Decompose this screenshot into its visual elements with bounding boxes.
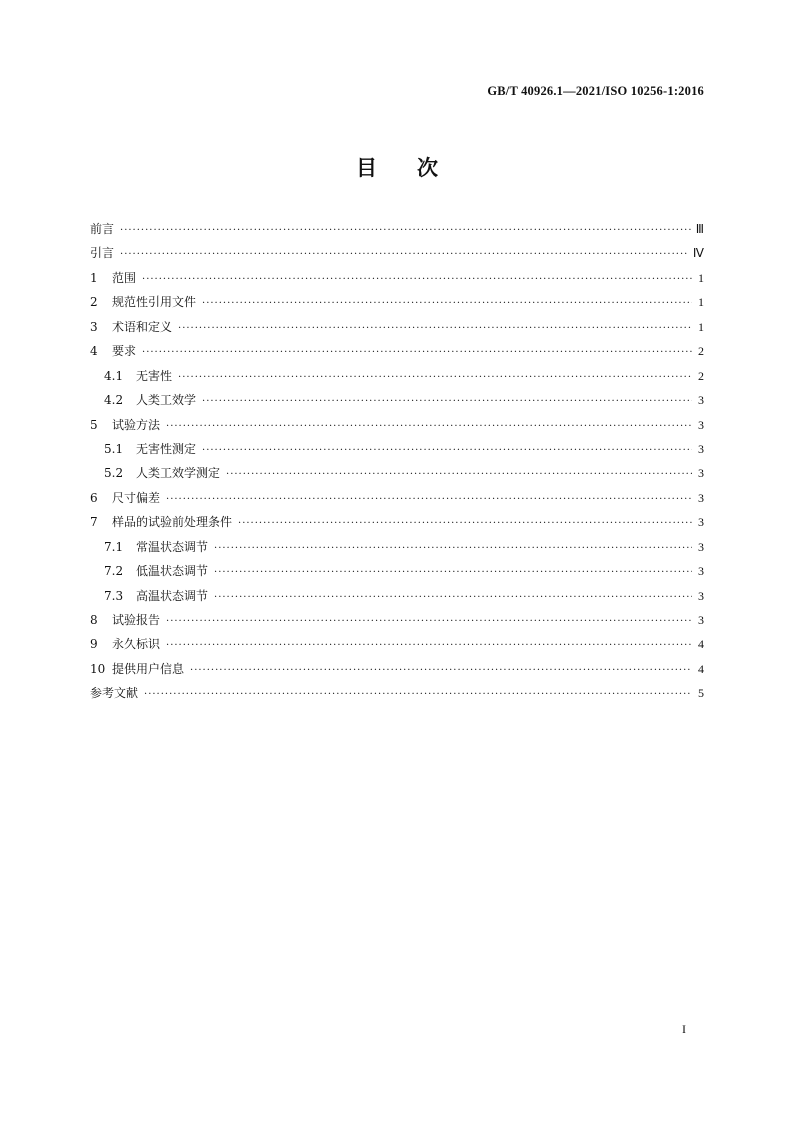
toc-entry-page: 3	[698, 613, 704, 627]
toc-entry-page: 3	[698, 393, 704, 408]
toc-entry[interactable]	[90, 486, 704, 510]
toc-entry-page: 1	[698, 319, 704, 334]
toc-subentry[interactable]	[90, 559, 704, 583]
toc-entry[interactable]	[90, 217, 704, 241]
toc-leader-dots	[238, 512, 692, 536]
toc-leader-dots	[166, 415, 692, 439]
toc-entry-label: 规范性引用文件	[112, 295, 197, 310]
toc-entry-label: 术语和定义	[112, 319, 173, 334]
toc-entry-number: 5	[90, 417, 98, 432]
toc-leader-dots	[214, 586, 692, 610]
toc-entry-number: 7	[90, 515, 98, 530]
toc-entry-page: 1	[698, 270, 704, 285]
table-of-contents	[90, 217, 704, 706]
toc-entry[interactable]	[90, 657, 704, 681]
toc-entry-page: 3	[698, 417, 704, 432]
toc-entry-page: 4	[698, 661, 704, 676]
toc-entry-label: 样品的试验前处理条件	[112, 515, 233, 530]
toc-entry-label: 高温状态调节	[136, 588, 209, 603]
toc-entry-number: 10	[90, 661, 106, 676]
toc-entry-label: 要求	[112, 344, 137, 359]
toc-entry-label: 低温状态调节	[136, 564, 209, 579]
toc-entry[interactable]	[90, 413, 704, 437]
toc-entry-label: 永久标识	[112, 637, 161, 652]
toc-entry-label: 无害性测定	[136, 441, 197, 456]
toc-entry[interactable]	[90, 510, 704, 534]
toc-entry-page: 4	[698, 637, 704, 652]
toc-entry[interactable]	[90, 241, 704, 265]
toc-entry-page: Ⅲ	[695, 222, 704, 236]
toc-entry-label: 人类工效学测定	[136, 466, 221, 481]
toc-entry-label: 试验报告	[112, 613, 161, 627]
document-code: GB/T 40926.1—2021/ISO 10256-1:2016	[487, 84, 704, 98]
toc-entry-page: 3	[698, 466, 704, 481]
toc-leader-dots	[120, 243, 689, 267]
toc-entry-label: 参考文献	[90, 686, 139, 701]
toc-leader-dots	[202, 439, 692, 463]
toc-entry-number: 9	[90, 637, 98, 652]
toc-entry-page: 2	[698, 344, 704, 359]
toc-leader-dots	[190, 659, 692, 683]
toc-subentry[interactable]	[90, 364, 704, 388]
toc-entry-page: 3	[698, 441, 704, 456]
toc-entry[interactable]	[90, 339, 704, 363]
toc-entry-number: 4	[90, 344, 98, 359]
toc-entry-label: 试验方法	[112, 417, 161, 432]
toc-entry-number: 8	[90, 613, 98, 627]
toc-leader-dots	[166, 634, 692, 658]
toc-entry-page: 3	[698, 588, 704, 603]
toc-entry-label: 人类工效学	[136, 393, 197, 408]
toc-leader-dots	[214, 561, 692, 585]
toc-entry-number: 4.1	[104, 368, 124, 383]
toc-subentry[interactable]	[90, 388, 704, 412]
toc-entry-number: 3	[90, 319, 98, 334]
toc-leader-dots	[214, 537, 692, 561]
toc-entry-page: 3	[698, 564, 704, 579]
toc-leader-dots	[226, 463, 692, 487]
toc-leader-dots	[166, 610, 692, 634]
toc-entry-number: 7.1	[104, 539, 124, 554]
toc-leader-dots	[202, 390, 692, 414]
toc-entry-page: Ⅳ	[692, 246, 704, 261]
toc-entry-number: 5.2	[104, 466, 124, 481]
toc-entry-label: 引言	[90, 246, 115, 261]
toc-entry-label: 无害性	[136, 368, 173, 383]
toc-entry-page: 3	[698, 490, 704, 505]
toc-leader-dots	[142, 341, 692, 365]
toc-entry[interactable]	[90, 681, 704, 705]
title-char-1: 目	[356, 155, 377, 180]
toc-leader-dots	[178, 317, 692, 341]
toc-entry-label: 常温状态调节	[136, 539, 209, 554]
toc-entry-page: 3	[698, 539, 704, 554]
toc-entry-number: 1	[90, 270, 98, 285]
toc-leader-dots	[120, 219, 692, 243]
title-char-2: 次	[417, 155, 438, 180]
toc-leader-dots	[144, 683, 692, 707]
toc-subentry[interactable]	[90, 437, 704, 461]
toc-leader-dots	[202, 292, 692, 316]
toc-entry-page: 2	[698, 368, 704, 383]
toc-subentry[interactable]	[90, 535, 704, 559]
toc-entry-page: 1	[698, 295, 704, 310]
toc-subentry[interactable]	[90, 461, 704, 485]
toc-entry[interactable]	[90, 290, 704, 314]
toc-entry[interactable]	[90, 632, 704, 656]
toc-entry-number: 7.3	[104, 588, 124, 603]
toc-entry-label: 范围	[112, 270, 137, 285]
toc-entry-number: 4.2	[104, 393, 124, 408]
toc-entry-number: 2	[90, 295, 98, 310]
toc-entry-label: 提供用户信息	[112, 661, 185, 676]
toc-entry[interactable]	[90, 266, 704, 290]
toc-entry[interactable]	[90, 315, 704, 339]
toc-leader-dots	[178, 366, 692, 390]
toc-leader-dots	[166, 488, 692, 512]
toc-entry-number: 7.2	[104, 564, 124, 579]
toc-subentry[interactable]	[90, 584, 704, 608]
toc-entry-label: 前言	[90, 222, 115, 236]
page-folio: I	[682, 1022, 686, 1036]
toc-entry-label: 尺寸偏差	[112, 490, 161, 505]
toc-entry-number: 6	[90, 490, 98, 505]
toc-leader-dots	[142, 268, 692, 292]
toc-entry[interactable]	[90, 608, 704, 632]
toc-entry-page: 3	[698, 515, 704, 530]
toc-entry-page: 5	[698, 686, 704, 701]
page-title	[0, 152, 794, 182]
toc-entry-number: 5.1	[104, 441, 124, 456]
